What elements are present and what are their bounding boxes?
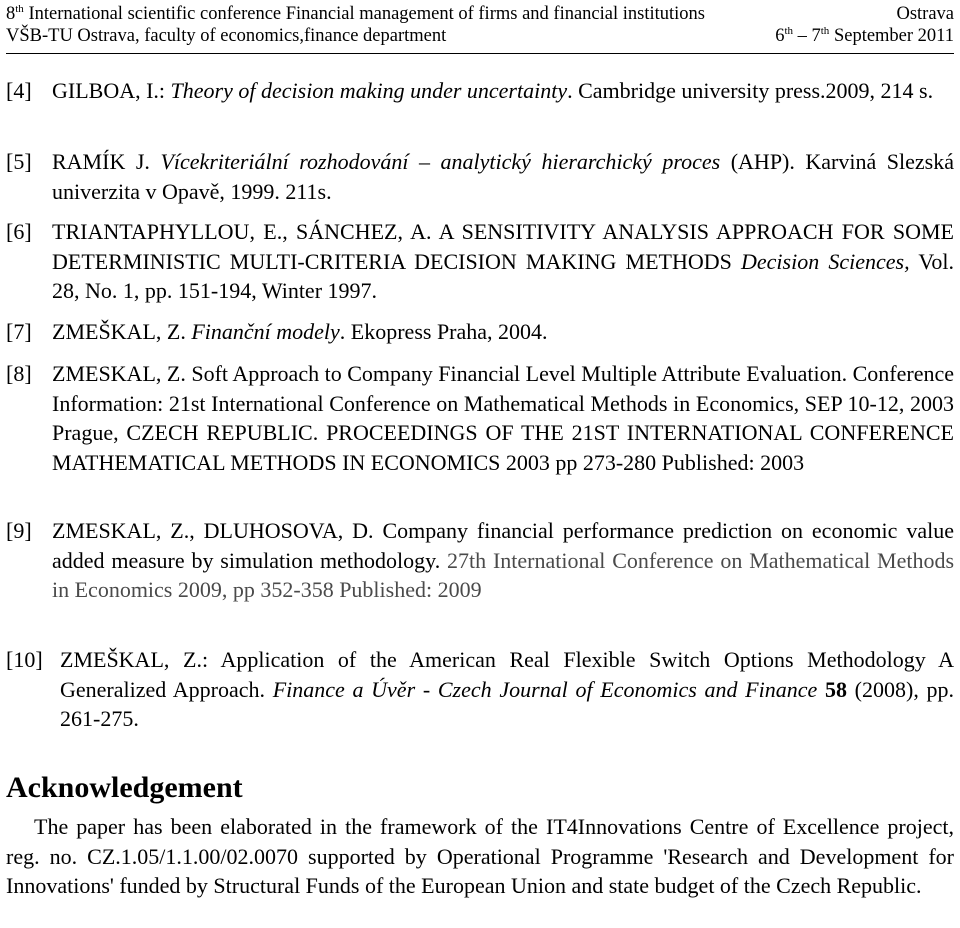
reference-7 bbox=[6, 317, 954, 347]
reference-number: [7] bbox=[6, 319, 32, 344]
reference-text: ZMESKAL, Z. Soft Approach to Company Financial Level Multiple Attribute Evaluation. Conference Information: 21st International Conference on Mathematical Methods in Economics, SEP 10-12, 2003 Prague, CZECH REPUBLIC. PROCEEDINGS OF THE 21ST INTERNATIONAL CONFERENCE MATHEMATICAL METHODS IN ECONOMICS 2003 pp 273-280 Published: 2003 bbox=[52, 361, 954, 475]
reference-number: [9] bbox=[6, 518, 32, 543]
conference-date: 6th – 7th September 2011 bbox=[775, 25, 954, 46]
reference-8 bbox=[6, 359, 954, 477]
reference-text: GILBOA, I.: Theory of decision making under uncertainty. Cambridge university press.2009, 214 s. bbox=[52, 78, 934, 103]
reference-4 bbox=[6, 76, 954, 106]
reference-number: [4] bbox=[6, 78, 32, 103]
reference-text: ZMESKAL, Z., DLUHOSOVA, D. Company financial performance prediction on economic value added measure by simulation methodology. 27th International Conference on Mathematical Methods in Economics 2009, pp 352-358 Published: 2009 bbox=[52, 518, 955, 602]
acknowledgement-text: The paper has been elaborated in the framework of the IT4Innovations Centre of Excellence project, reg. no. CZ.1.05/1.1.00/02.0070 supported by Operational Programme 'Research and Development for Innovations' funded by Structural Funds of the European Union and state budget of the Czech Republic. bbox=[6, 814, 954, 898]
reference-5 bbox=[6, 147, 954, 206]
reference-text: ZMEŠKAL, Z. Finanční modely. Ekopress Praha, 2004. bbox=[52, 319, 548, 344]
acknowledgement-heading: Acknowledgement bbox=[6, 771, 243, 804]
reference-number: [6] bbox=[6, 219, 32, 244]
conference-city: Ostrava bbox=[896, 4, 954, 24]
reference-number: [5] bbox=[6, 149, 32, 174]
header-rule bbox=[6, 53, 954, 54]
reference-9 bbox=[6, 516, 954, 605]
reference-text: TRIANTAPHYLLOU, E., SÁNCHEZ, A. A SENSITIVITY ANALYSIS APPROACH FOR SOME DETERMINISTIC MULTI-CRITERIA DECISION MAKING METHODS Decision Sciences, Vol. 28, No. 1, pp. 151-194, Winter 1997. bbox=[52, 219, 955, 303]
reference-number: [10] bbox=[6, 647, 43, 672]
reference-number: [8] bbox=[6, 361, 32, 386]
reference-text: ZMEŠKAL, Z.: Application of the American Real Flexible Switch Options Methodology A Generalized Approach. Finance a Úvěr - Czech Journal of Economics and Finance 58 (2008), pp. 261-275. bbox=[60, 647, 955, 731]
reference-6 bbox=[6, 217, 954, 306]
conference-organizer: VŠB-TU Ostrava, faculty of economics,finance department bbox=[6, 26, 447, 46]
reference-10 bbox=[6, 645, 954, 734]
reference-text: RAMÍK J. Vícekriteriální rozhodování – analytický hierarchický proces (AHP). Karviná Slezská univerzita v Opavě, 1999. 211s. bbox=[52, 149, 954, 204]
conference-title: 8th International scientific conference Financial management of firms and financial institutions bbox=[6, 3, 705, 24]
